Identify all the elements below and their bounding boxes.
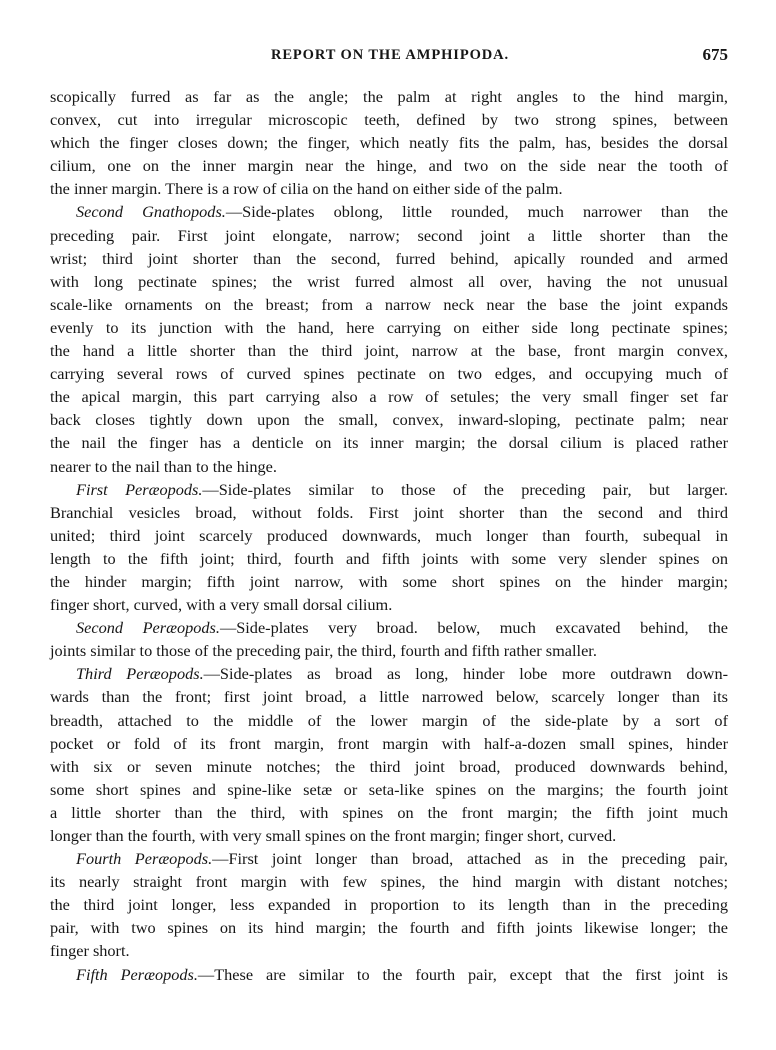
page-number: 675	[702, 45, 728, 64]
line-text: —First joint longer than broad, attached as in the preceding pair,	[212, 849, 728, 869]
text-line: its nearly straight front margin with few spines, the hind margin with distant notches;	[50, 872, 728, 892]
text-line: length to the fifth joint; third, fourth and fifth joints with some very slender spines on	[50, 548, 728, 568]
section-heading: First Peræopods.	[76, 479, 203, 499]
text-line: nearer to the nail than to the hinge.	[50, 456, 277, 476]
text-line: pocket or fold of its front margin, front margin with half-a-dozen small spines, hinder	[50, 733, 728, 753]
text-line	[50, 662, 728, 685]
text-line: wards than the front; first joint broad, a little narrowed below, scarcely longer than its	[50, 687, 728, 707]
text-line: united; third joint scarcely produced downwards, much longer than fourth, subequal in	[50, 525, 728, 545]
body-text	[50, 85, 728, 986]
line-text: —Side-plates similar to those of the preceding pair, but larger.	[202, 479, 728, 499]
line-text: —Side-plates oblong, little rounded, much narrower than the	[225, 202, 729, 222]
line-text: —Side-plates very broad. below, much excavated behind, the	[219, 618, 729, 638]
paragraph-first-gnathopods-continued	[50, 85, 728, 200]
text-line: joints similar to those of the preceding pair, the third, fourth and fifth rather smaller.	[50, 641, 597, 661]
text-line: the nail the finger has a denticle on its inner margin; the dorsal cilium is placed rather	[50, 433, 728, 453]
paragraph-second-peraeopods	[50, 616, 728, 662]
paragraph-fifth-peraeopods	[50, 963, 728, 986]
text-line: scale-like ornaments on the breast; from a narrow neck near the base the joint expands	[50, 294, 728, 314]
text-line: the inner margin. There is a row of cilia on the hand on either side of the palm.	[50, 179, 563, 199]
section-heading: Fourth Peræopods.	[76, 849, 213, 869]
text-line: wrist; third joint shorter than the second, furred behind, apically rounded and armed	[50, 248, 728, 268]
paragraph-fourth-peraeopods	[50, 847, 728, 962]
text-line	[50, 847, 728, 870]
text-line: longer than the fourth, with very small spines on the front margin; finger short, curved.	[50, 826, 617, 845]
text-line: a little shorter than the third, with spines on the front margin; the fifth joint much	[50, 802, 728, 822]
section-heading: Second Gnathopods.	[76, 202, 226, 222]
text-line: some short spines and spine-like setæ or seta-like spines on the margins; the fourth joint	[50, 779, 728, 799]
line-text: —Side-plates as broad as long, hinder lobe more outdrawn down-	[203, 664, 729, 684]
paragraph-third-peraeopods	[50, 662, 728, 847]
text-line: with six or seven minute notches; the third joint broad, produced downwards behind,	[50, 756, 728, 776]
section-heading: Third Peræopods.	[76, 664, 204, 684]
text-line: the hinder margin; fifth joint narrow, with some short spines on the hinder margin;	[50, 571, 728, 591]
text-line: evenly to its junction with the hand, here carrying on either side long pectinate spines;	[50, 317, 728, 337]
section-heading: Fifth Peræopods.	[76, 964, 198, 984]
text-line: scopically furred as far as the angle; the palm at right angles to the hind margin,	[50, 87, 728, 106]
text-line: carrying several rows of curved spines pectinate on two edges, and occupying much of	[50, 364, 728, 384]
text-line	[50, 200, 728, 223]
text-line	[50, 478, 728, 501]
text-line: finger short, curved, with a very small dorsal cilium.	[50, 595, 393, 615]
text-line: pair, with two spines on its hind margin; the fourth and fifth joints likewise longer; the	[50, 918, 728, 938]
running-title: REPORT ON THE AMPHIPODA.	[270, 47, 510, 63]
text-line: back closes tightly down upon the small, convex, inward-sloping, pectinate palm; near	[50, 410, 728, 430]
line-text: —These are similar to the fourth pair, except that the first joint is	[197, 964, 728, 984]
paragraph-first-peraeopods	[50, 478, 728, 617]
text-line: the third joint longer, less expanded in proportion to its length than in the preceding	[50, 895, 728, 915]
section-heading: Second Peræopods.	[76, 618, 220, 638]
text-line: which the finger closes down; the finger, which neatly fits the palm, has, besides the dorsal	[50, 133, 728, 153]
paragraph-second-gnathopods	[50, 200, 728, 477]
text-line: the apical margin, this part carrying also a row of setules; the very small finger set far	[50, 387, 728, 407]
text-line: finger short.	[50, 941, 130, 961]
page-header	[52, 47, 728, 71]
text-line: Branchial vesicles broad, without folds. First joint shorter than the second and third	[50, 502, 728, 522]
text-line: convex, cut into irregular microscopic teeth, defined by two strong spines, between	[50, 110, 728, 130]
text-line: preceding pair. First joint elongate, narrow; second joint a little shorter than the	[50, 225, 728, 245]
text-line	[50, 616, 728, 639]
text-line: the hand a little shorter than the third joint, narrow at the base, front margin convex,	[50, 341, 728, 361]
text-line: cilium, one on the inner margin near the hinge, and two on the side near the tooth of	[50, 156, 728, 176]
text-line: breadth, attached to the middle of the lower margin of the side-plate by a sort of	[50, 710, 728, 730]
text-line: with long pectinate spines; the wrist furred almost all over, having the not unusual	[50, 271, 728, 291]
text-line	[50, 963, 728, 986]
